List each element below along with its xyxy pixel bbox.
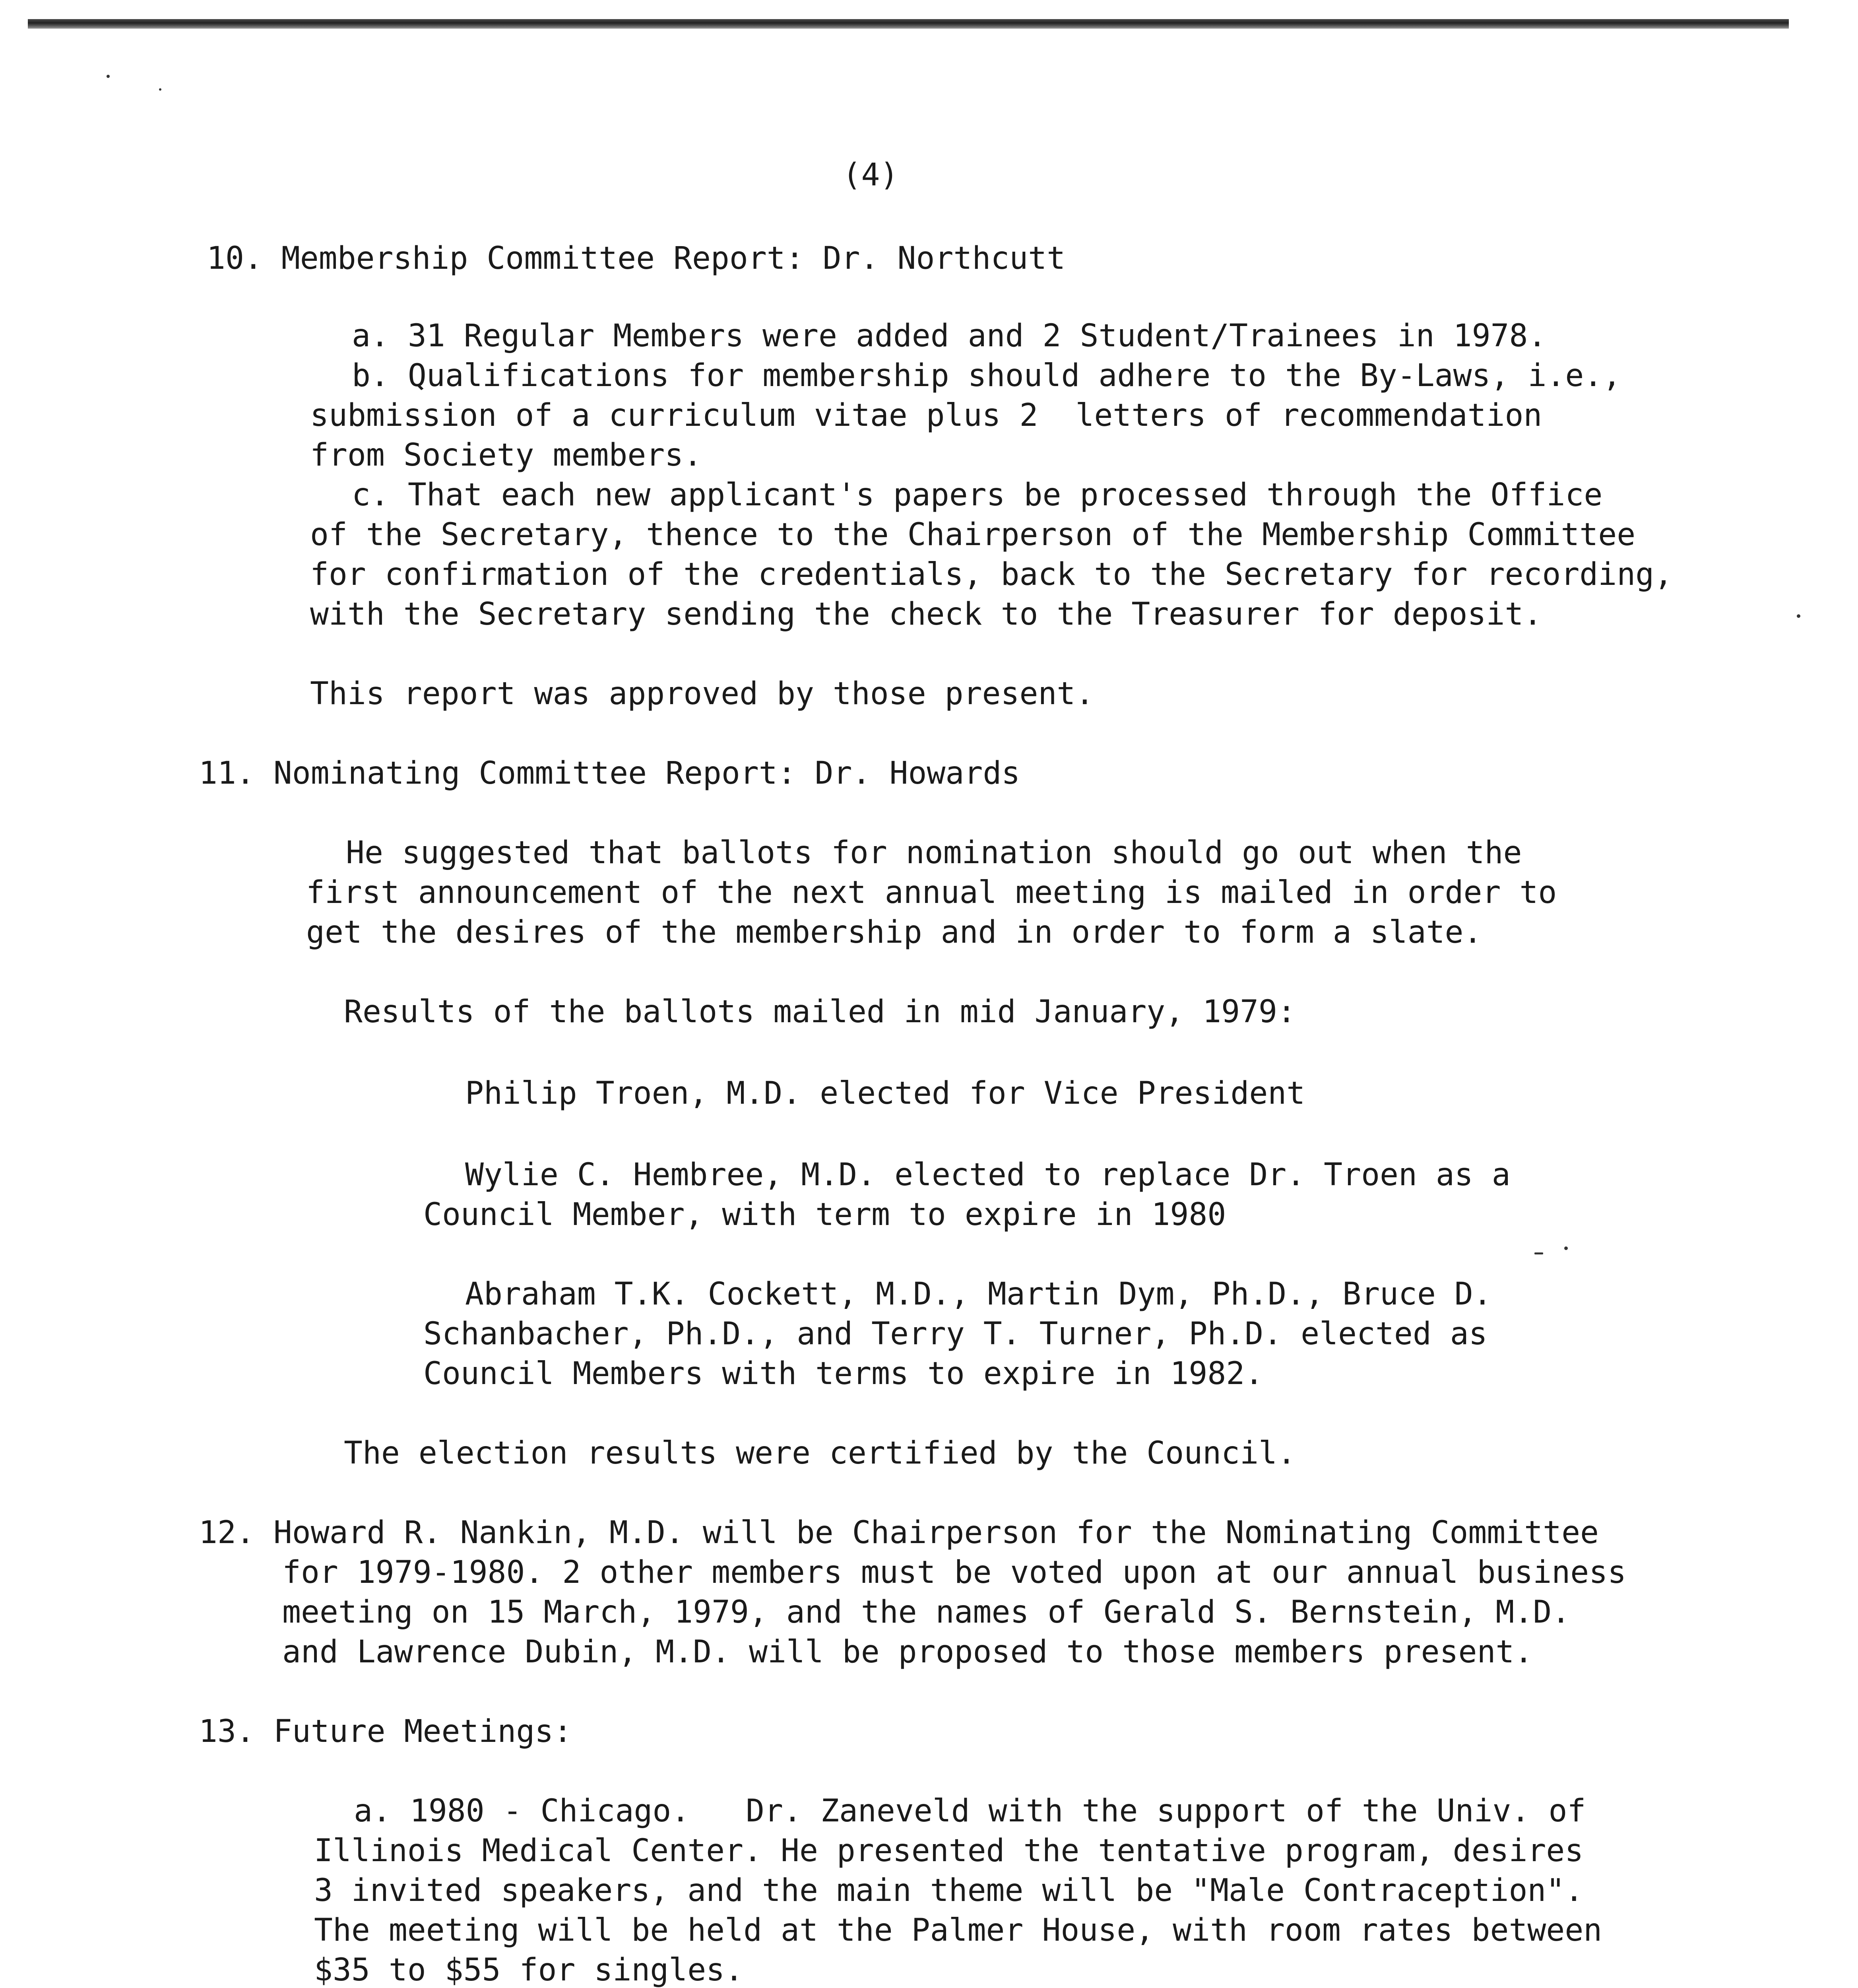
section-10-line: from Society members. (310, 437, 702, 473)
section-11-line: He suggested that ballots for nomination should go out when the (346, 835, 1522, 871)
section-13-line: a. 1980 - Chicago. Dr. Zaneveld with the support of the Univ. of (354, 1793, 1586, 1829)
section-13-line: Illinois Medical Center. He presented the tentative program, desires (314, 1833, 1584, 1869)
section-12-line: 12. Howard R. Nankin, M.D. will be Chairperson for the Nominating Committee (199, 1515, 1599, 1551)
result-hembree: Wylie C. Hembree, M.D. elected to replace Dr. Troen as a (465, 1157, 1511, 1193)
result-vice-president: Philip Troen, M.D. elected for Vice President (465, 1076, 1305, 1111)
section-11-line: get the desires of the membership and in order to form a slate. (306, 914, 1482, 950)
section-10-line: c. That each new applicant's papers be processed through the Office (352, 477, 1603, 513)
result-council-members: Schanbacher, Ph.D., and Terry T. Turner, Ph.D. elected as (423, 1316, 1488, 1352)
section-10-line: for confirmation of the credentials, back to the Secretary for recording, (310, 557, 1673, 592)
section-12-line: meeting on 15 March, 1979, and the names of Gerald S. Bernstein, M.D. (282, 1594, 1571, 1630)
section-13-heading: 13. Future Meetings: (199, 1714, 572, 1749)
section-10-approval: This report was approved by those present. (310, 676, 1094, 712)
section-10-heading: 10. Membership Committee Report: Dr. Northcutt (207, 241, 1066, 276)
section-11-results-intro: Results of the ballots mailed in mid January, 1979: (344, 994, 1296, 1030)
section-11-heading: 11. Nominating Committee Report: Dr. Howards (199, 755, 1020, 791)
section-11-line: first announcement of the next annual meeting is mailed in order to (306, 875, 1557, 911)
section-12-line: for 1979-1980. 2 other members must be voted upon at our annual business (282, 1555, 1627, 1590)
section-10-line: b. Qualifications for membership should adhere to the By-Laws, i.e., (352, 358, 1621, 394)
result-council-members: Council Members with terms to expire in 1982. (423, 1356, 1264, 1392)
section-10-line: submission of a curriculum vitae plus 2 letters of recommendation (310, 398, 1542, 433)
section-13-line: 3 invited speakers, and the main theme will be "Male Contraception". (314, 1873, 1584, 1908)
result-hembree: Council Member, with term to expire in 1980 (423, 1197, 1226, 1233)
section-10-line: with the Secretary sending the check to the Treasurer for deposit. (310, 596, 1542, 632)
section-13-line: The meeting will be held at the Palmer House, with room rates between (314, 1912, 1602, 1948)
result-council-members: Abraham T.K. Cockett, M.D., Martin Dym, Ph.D., Bruce D. (465, 1276, 1492, 1312)
section-10-line: of the Secretary, thence to the Chairperson of the Membership Committee (310, 517, 1636, 553)
section-12-line: and Lawrence Dubin, M.D. will be proposed to those members present. (282, 1634, 1533, 1670)
section-11-certified: The election results were certified by the Council. (344, 1435, 1296, 1471)
section-10-line: a. 31 Regular Members were added and 2 Student/Trainees in 1978. (352, 318, 1547, 354)
section-13-line: $35 to $55 for singles. (314, 1952, 744, 1988)
top-scan-rule (28, 19, 1789, 29)
page-number: (4) (842, 157, 899, 193)
